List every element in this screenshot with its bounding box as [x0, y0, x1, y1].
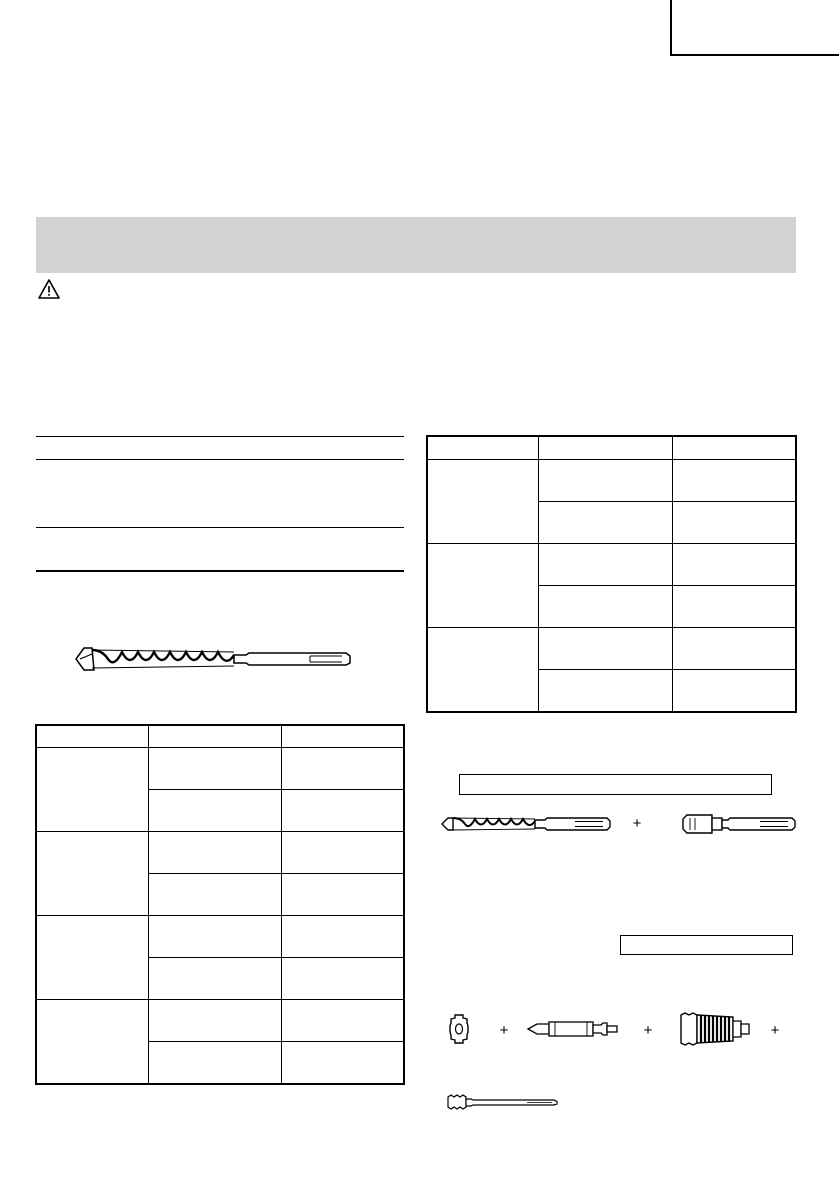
center-pin-image	[527, 1020, 619, 1038]
plus-sign: +	[643, 1022, 653, 1039]
plus-sign: +	[770, 1022, 780, 1039]
table-row	[37, 916, 404, 958]
left-spec-table	[36, 725, 404, 1084]
section-banner	[36, 217, 796, 273]
table-row	[428, 628, 796, 670]
spec-rule	[36, 527, 404, 528]
cutter-wheel-image	[449, 1014, 469, 1044]
plus-sign: +	[499, 1022, 509, 1039]
tapered-drill-bit-image	[441, 813, 611, 835]
spec-rule	[36, 459, 404, 460]
drill-bit-image	[74, 644, 352, 674]
spec-rule	[36, 570, 404, 572]
taper-adapter-image	[682, 812, 796, 836]
page-number-tab	[670, 0, 839, 56]
plus-sign: +	[632, 815, 642, 832]
tapered-combo-label-box	[459, 774, 772, 795]
warning-triangle-icon	[38, 279, 60, 299]
table-row	[37, 1000, 404, 1042]
table-row	[37, 748, 404, 790]
table-header-row	[37, 726, 404, 748]
core-combo-label-box	[620, 935, 793, 955]
right-spec-table	[427, 436, 796, 712]
core-shank-image	[447, 1094, 559, 1110]
core-bit-image	[679, 1012, 751, 1046]
spec-rule	[36, 436, 404, 437]
table-row	[428, 544, 796, 586]
warning-text	[66, 281, 766, 297]
table-row	[428, 460, 796, 502]
table-header-row	[428, 437, 796, 460]
table-row	[37, 832, 404, 874]
